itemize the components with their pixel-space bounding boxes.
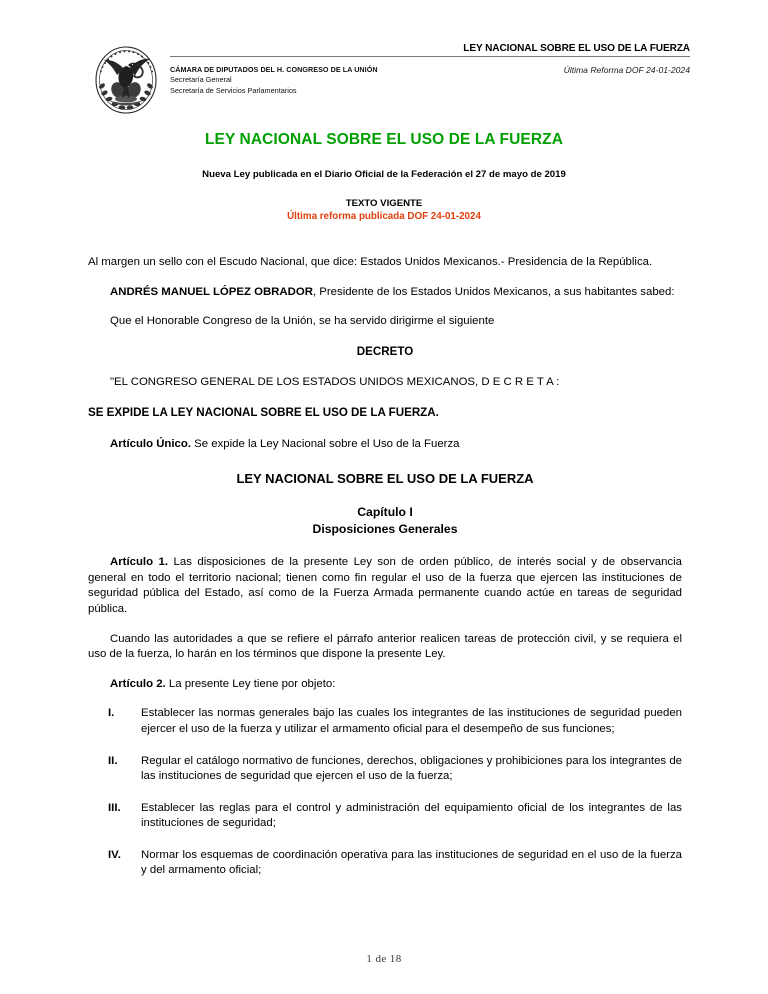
fraction-numeral: III. (108, 801, 121, 814)
articulo-2-text: La presente Ley tiene por objeto: (165, 677, 336, 690)
fraction-numeral: II. (108, 754, 118, 767)
fraction-text: Establecer las normas generales bajo las cuales los integrantes de las instituciones de seguridad pueden ejercer el uso de la fuerza y utilizar el armamento oficial para el desempeño de sus funciones; (141, 707, 682, 735)
fraction-numeral: I. (108, 707, 115, 720)
chapter-number: Capítulo I (357, 505, 413, 520)
fraction-item (88, 848, 682, 879)
articulo-unico-label: Artículo Único. (110, 437, 192, 450)
decreto-heading: DECRETO (356, 344, 414, 358)
articulo-2-paragraph (88, 677, 682, 693)
page-number: 1 de 18 (366, 953, 402, 965)
title-block (0, 130, 768, 224)
expide-heading: SE EXPIDE LA LEY NACIONAL SOBRE EL USO DE LA FUERZA. (88, 405, 439, 419)
president-statement: , Presidente de los Estados Unidos Mexicanos, a sus habitantes sabed: (312, 285, 675, 298)
articulo-2-label: Artículo 2. (110, 677, 166, 690)
organization-parliamentary-services: Secretaría de Servicios Parlamentarios (170, 85, 297, 95)
page-title: LEY NACIONAL SOBRE EL USO DE LA FUERZA (204, 131, 564, 148)
chapter-heading (88, 504, 682, 537)
articulo-unico-paragraph (88, 437, 682, 453)
law-heading: LEY NACIONAL SOBRE EL USO DE LA FUERZA (236, 471, 534, 487)
fraction-text: Establecer las reglas para el control y administración del equipamiento oficial de los integrantes de las instituciones de seguridad; (141, 801, 682, 830)
fraction-text: Normar los esquemas de coordinación operativa para las instituciones de seguridad en el uso de la fuerza y del armamento oficial; (141, 848, 682, 877)
status-badge: TEXTO VIGENTE (345, 198, 423, 209)
chapter-name: Disposiciones Generales (312, 521, 458, 536)
fraction-item (88, 754, 682, 785)
articulo-unico-text: Se expide la Ley Nacional sobre el Uso de la Fuerza (191, 437, 460, 450)
organization-secretariat-general: Secretaría General (170, 75, 232, 84)
organization-chamber: CÁMARA DE DIPUTADOS DEL H. CONGRESO DE LA UNIÓN (170, 65, 378, 74)
margin-seal-note: Al margen un sello con el Escudo Nacional, que dice: Estados Unidos Mexicanos.- Presidencia de la República. (88, 256, 653, 268)
articulo-1-text: Las disposiciones de la presente Ley son de orden público, de interés social y de observancia general en todo el territorio nacional; tienen como fin regular el uso de la fuerza que ejercen las instituciones de seguridad pública del Estado, así como de la Fuerza Armada permanente cuando actúe en tareas de seguridad pública. (88, 556, 682, 615)
articulo-1-label: Artículo 1. (110, 556, 169, 569)
congress-decrees-line: "EL CONGRESO GENERAL DE LOS ESTADOS UNIDOS MEXICANOS, D E C R E T A : (110, 376, 560, 389)
last-reform-published: Última reforma publicada DOF 24-01-2024 (287, 211, 481, 222)
fraction-numeral: IV. (108, 848, 121, 861)
issuing-organization (170, 65, 500, 96)
document-footer (0, 949, 768, 967)
header-right-block (170, 42, 690, 111)
header-divider (170, 56, 690, 57)
fraction-list (88, 706, 682, 879)
national-emblem-icon (88, 42, 164, 116)
fraction-item (88, 801, 682, 832)
document-header (0, 42, 768, 120)
publication-line: Nueva Ley publicada en el Diario Oficial de la Federación el 27 de mayo de 2019 (202, 169, 566, 180)
document-body (88, 255, 682, 895)
articulo-1-paragraph (88, 555, 682, 617)
president-paragraph (88, 285, 682, 301)
congress-line: Que el Honorable Congreso de la Unión, se ha servido dirigirme el siguiente (110, 315, 495, 328)
articulo-1-paragraph-2: Cuando las autoridades a que se refiere el párrafo anterior realicen tareas de protección civil, y se requiera el uso de la fuerza, lo harán en los términos que dispone la presente Ley. (88, 632, 682, 661)
running-title: LEY NACIONAL SOBRE EL USO DE LA FUERZA (463, 42, 690, 54)
fraction-item (88, 706, 682, 737)
header-last-reform: Última Reforma DOF 24-01-2024 (563, 65, 690, 75)
fraction-text: Regular el catálogo normativo de funciones, derechos, obligaciones y prohibiciones para los integrantes de las instituciones de seguridad que ejercen el uso de la fuerza; (141, 754, 682, 783)
president-name: ANDRÉS MANUEL LÓPEZ OBRADOR (110, 285, 313, 298)
